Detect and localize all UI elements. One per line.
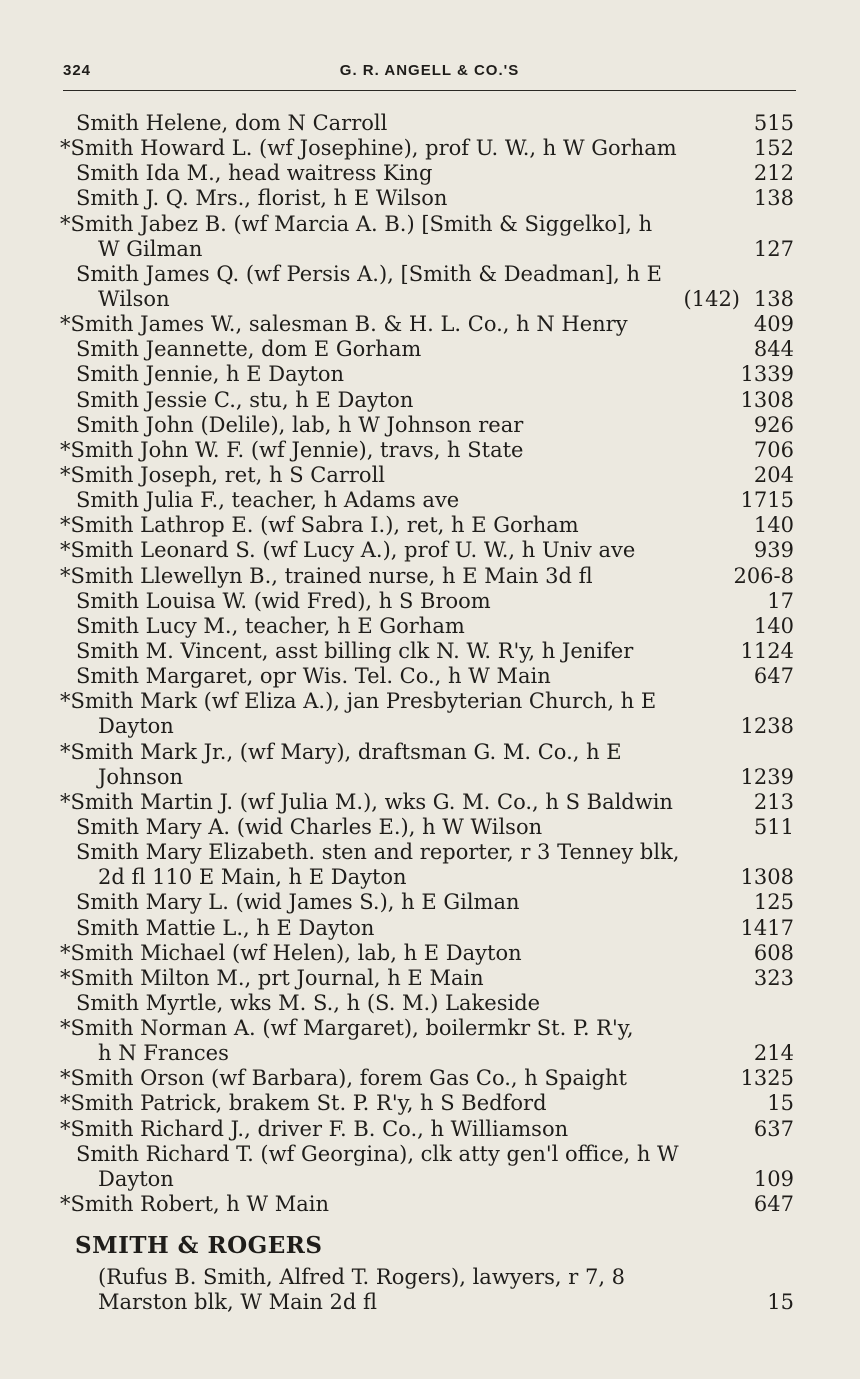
firm-entry: [60, 1265, 794, 1315]
entry-text: *Smith Robert, h W Main: [60, 1192, 330, 1217]
entry-text: Smith Mary Elizabeth. sten and reporter, r 3 Tenney blk,: [76, 840, 680, 865]
directory-entry: [60, 840, 794, 865]
entry-continuation: [60, 287, 794, 312]
entry-text: *Smith Joseph, ret, h S Carroll: [60, 462, 385, 487]
entry-text: Smith Jeannette, dom E Gorham: [76, 337, 422, 362]
directory-entry: [60, 941, 794, 966]
entry-text: Smith Julia F., teacher, h Adams ave: [76, 488, 460, 513]
firm-line: [60, 1290, 794, 1315]
entry-text: *Smith Patrick, brakem St. P. R'y, h S Bedford: [60, 1091, 547, 1116]
entry-continuation: [60, 765, 794, 790]
entry-continuation: [60, 865, 794, 890]
directory-entry: [60, 136, 794, 161]
directory-entry: [60, 388, 794, 413]
directory-entry: [60, 1117, 794, 1142]
entry-text: Dayton: [98, 1166, 174, 1191]
entry-continuation: [60, 237, 794, 262]
entry-text: *Smith Richard J., driver F. B. Co., h Williamson: [60, 1116, 569, 1141]
entry-number: 409: [753, 312, 794, 337]
directory-entry: [60, 212, 794, 237]
directory-entry: [60, 916, 794, 941]
entry-number: 213: [753, 789, 794, 814]
entry-text: Smith Mary A. (wid Charles E.), h W Wilson: [76, 814, 543, 839]
entry-number: 1308: [740, 865, 794, 890]
directory-entry: [60, 262, 794, 287]
entry-number: 1239: [740, 764, 794, 789]
directory-entry: [60, 740, 794, 765]
entry-number: 152: [753, 136, 794, 161]
entry-text: Smith Jennie, h E Dayton: [76, 362, 345, 387]
entry-number: 511: [753, 814, 794, 839]
directory-entry: [60, 312, 794, 337]
directory-entry: [60, 463, 794, 488]
entry-number: 15: [767, 1091, 794, 1116]
entry-text: *Smith Lathrop E. (wf Sabra I.), ret, h E Gorham: [60, 513, 579, 538]
directory-entry: [60, 790, 794, 815]
directory-entry: [60, 186, 794, 211]
entry-number: 1339: [740, 362, 794, 387]
entry-text: *Smith Martin J. (wf Julia M.), wks G. M. Co., h S Baldwin: [60, 789, 673, 814]
entry-text: Marston blk, W Main 2d fl: [98, 1290, 378, 1315]
entry-text: *Smith Mark (wf Eliza A.), jan Presbyterian Church, h E: [60, 689, 657, 714]
directory-entry: [60, 1016, 794, 1041]
entry-text: *Smith Milton M., prt Journal, h E Main: [60, 965, 484, 990]
entry-number: 125: [753, 890, 794, 915]
directory-entry: [60, 589, 794, 614]
entry-text: Smith Myrtle, wks M. S., h (S. M.) Lakeside: [76, 990, 541, 1015]
directory-entry: [60, 664, 794, 689]
entry-text: Smith M. Vincent, asst billing clk N. W. R'y, h Jenifer: [76, 638, 634, 663]
entry-number: 647: [753, 664, 794, 689]
entry-text: *Smith Leonard S. (wf Lucy A.), prof U. W., h Univ ave: [60, 538, 636, 563]
page-header: [63, 58, 796, 86]
directory-entries: [60, 111, 794, 1217]
entry-number: 515: [753, 111, 794, 135]
directory-entry: [60, 991, 794, 1016]
entry-number: 15: [767, 1290, 794, 1315]
entry-text: Smith Helene, dom N Carroll: [76, 111, 388, 135]
directory-entry: [60, 513, 794, 538]
entry-number: 140: [753, 613, 794, 638]
entry-text: *Smith James W., salesman B. & H. L. Co., h N Henry: [60, 312, 628, 337]
entry-number: 214: [753, 1041, 794, 1066]
entry-reference: (142): [683, 286, 740, 311]
entry-text: Smith J. Q. Mrs., florist, h E Wilson: [76, 186, 448, 211]
entry-number: 647: [753, 1192, 794, 1217]
directory-entry: [60, 488, 794, 513]
page-number: 324: [63, 62, 92, 79]
entry-text: *Smith Norman A. (wf Margaret), boilermkr St. P. R'y,: [60, 1016, 634, 1041]
entry-continuation: [60, 1041, 794, 1066]
entry-number: 109: [753, 1166, 794, 1191]
running-title: G. R. ANGELL & CO.'S: [339, 62, 520, 79]
entry-text: *Smith Orson (wf Barbara), forem Gas Co., h Spaight: [60, 1066, 627, 1091]
entry-text: Johnson: [98, 764, 184, 789]
entry-number: 1238: [740, 714, 794, 739]
entry-continuation: [60, 714, 794, 739]
directory-entry: [60, 1142, 794, 1167]
entry-text: *Smith John W. F. (wf Jennie), travs, h State: [60, 437, 524, 462]
entry-number: 608: [753, 940, 794, 965]
entry-text: Smith Mary L. (wid James S.), h E Gilman: [76, 890, 520, 915]
directory-entry: [60, 614, 794, 639]
directory-entry: [60, 1192, 794, 1217]
firm-heading: SMITH & ROGERS: [75, 1232, 323, 1259]
directory-entry: [60, 890, 794, 915]
entry-text: Smith Margaret, opr Wis. Tel. Co., h W Main: [76, 664, 551, 689]
entry-text: Smith Louisa W. (wid Fred), h S Broom: [76, 588, 491, 613]
entry-number: 138: [753, 286, 794, 311]
entry-text: W Gilman: [98, 236, 203, 261]
entry-text: Wilson: [98, 286, 170, 311]
entry-text: Smith Lucy M., teacher, h E Gorham: [76, 613, 465, 638]
entry-text: *Smith Mark Jr., (wf Mary), draftsman G. M. Co., h E: [60, 739, 622, 764]
entry-number: 1124: [740, 638, 794, 663]
directory-entry: [60, 161, 794, 186]
directory-entry: [60, 966, 794, 991]
entry-number: 140: [753, 513, 794, 538]
entry-number: 206-8: [733, 563, 794, 588]
firm-line: [60, 1265, 794, 1290]
directory-entry: [60, 689, 794, 714]
entry-text: 2d fl 110 E Main, h E Dayton: [98, 865, 407, 890]
directory-entry: [60, 1091, 794, 1116]
directory-entry: [60, 564, 794, 589]
directory-entry: [60, 1066, 794, 1091]
directory-entry: [60, 362, 794, 387]
directory-entry: [60, 639, 794, 664]
entry-number: 138: [753, 186, 794, 211]
entry-text: Smith Richard T. (wf Georgina), clk atty gen'l office, h W: [76, 1141, 679, 1166]
entry-number: 17: [767, 588, 794, 613]
header-rule: [63, 90, 796, 91]
entry-text: Smith Ida M., head waitress King: [76, 161, 433, 186]
entry-text: *Smith Howard L. (wf Josephine), prof U. W., h W Gorham: [60, 136, 677, 161]
entry-text: h N Frances: [98, 1041, 229, 1066]
entry-number: 323: [753, 965, 794, 990]
entry-number: 706: [753, 437, 794, 462]
entry-text: *Smith Michael (wf Helen), lab, h E Dayton: [60, 940, 522, 965]
entry-number: 926: [753, 412, 794, 437]
entry-text: Dayton: [98, 714, 174, 739]
entry-text: Smith Mattie L., h E Dayton: [76, 915, 375, 940]
entry-number: 1417: [740, 915, 794, 940]
directory-entry: [60, 337, 794, 362]
directory-entry: [60, 538, 794, 563]
entry-text: *Smith Jabez B. (wf Marcia A. B.) [Smith & Siggelko], h: [60, 211, 653, 236]
entry-number: 1308: [740, 387, 794, 412]
entry-number: 939: [753, 538, 794, 563]
entry-number: 637: [753, 1116, 794, 1141]
entry-text: Smith James Q. (wf Persis A.), [Smith & Deadman], h E: [76, 261, 662, 286]
directory-entry: [60, 111, 794, 136]
entry-continuation: [60, 1167, 794, 1192]
entry-text: Smith Jessie C., stu, h E Dayton: [76, 387, 414, 412]
directory-entry: [60, 438, 794, 463]
entry-number: 212: [753, 161, 794, 186]
entry-number: 127: [753, 236, 794, 261]
entry-text: *Smith Llewellyn B., trained nurse, h E Main 3d fl: [60, 563, 593, 588]
entry-number: 1715: [740, 488, 794, 513]
entry-number: 204: [753, 462, 794, 487]
entry-text: Smith John (Delile), lab, h W Johnson rear: [76, 412, 524, 437]
entry-text: (Rufus B. Smith, Alfred T. Rogers), lawyers, r 7, 8: [98, 1265, 626, 1289]
directory-entry: [60, 815, 794, 840]
directory-entry: [60, 413, 794, 438]
entry-number: 1325: [740, 1066, 794, 1091]
entry-number: 844: [753, 337, 794, 362]
